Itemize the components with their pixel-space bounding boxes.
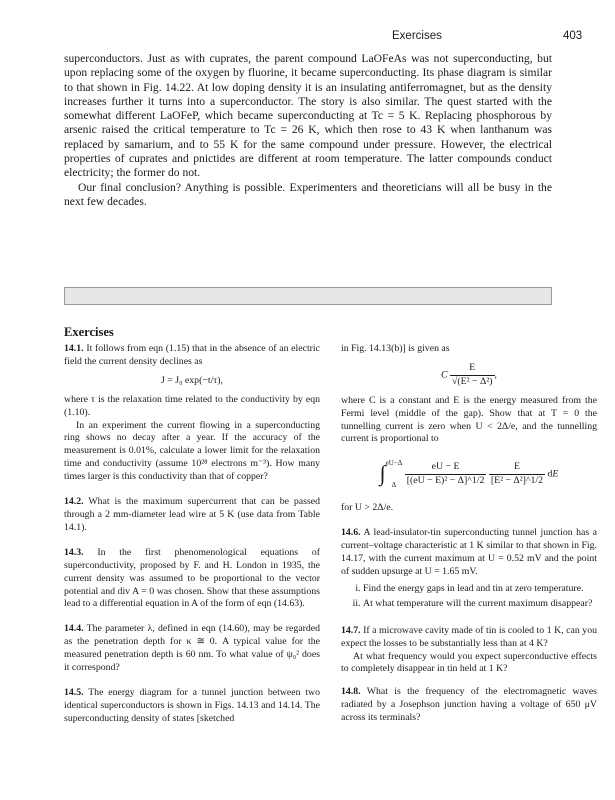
intro-text xyxy=(64,52,552,209)
exercise-14-1-b: where τ is the relaxation time related to the conductivity by eqn (1.10). xyxy=(64,393,320,418)
page-number: 403 xyxy=(563,30,583,42)
intro-paragraph-1: superconductors. Just as with cuprates, the parent compound LaOFeAs was not superconducting, but upon replacing some of the oxygen by fluorine, it became superconducting. Its phase diagram is similar to that shown in Fig. 14.22. At low doping density it is an insulating antiferromagnet, but as the density increases further it turns into a superconductor. The story is also similar. The quest started with the somewhat different LaOFeP, which became superconducting at Tc = 5 K. Replacing phosphorous by arsenic raised the critical temperature to Tc = 26 K, which then rose to 43 K when lanthanum was replaced by samarium, and to 55 K for the same compound under pressure. However, the electrical properties of cuprates and pnictides are different at room temperature. The latter compounds conduct electricity; the former do not. xyxy=(64,52,552,180)
exercise-14-6: 14.6. A lead-insulator-tin superconducting tunnel junction has a current–voltage characteristic at 1 K similar to that shown in Fig. 14.17, with the current maximum at U = 0.52 mV and the point of sudden upsurge at U = 1.65 mV. xyxy=(341,527,597,577)
exercise-14-5-b: where C is a constant and E is the energy measured from the Fermi level (middle of the gap). Show that at T = 0 the tunnelling current is zero when U < 2Δ/e, and the tunnelling current is proportional to xyxy=(341,394,597,445)
exercise-14-5-c: for U > 2Δ/e. xyxy=(341,502,394,514)
exercise-14-8: 14.8. What is the frequency of the electromagnetic waves radiated by a Josephson junction having a voltage of 650 μV across its terminals? xyxy=(341,686,597,724)
exercises-heading: Exercises xyxy=(64,325,114,339)
exercise-14-6-ii: ii. At what temperature will the current maximum disappear? xyxy=(363,598,597,611)
exercise-14-5: 14.5. The energy diagram for a tunnel junction between two identical superconductors is shown in Figs. 14.13 and 14.14. The superconducting density of states [sketched xyxy=(64,686,320,724)
section-divider-box xyxy=(64,287,552,305)
exercise-14-1: 14.1. It follows from eqn (1.15) that in the absence of an electric field the current density declines as xyxy=(64,343,321,367)
equation-current-decay: J = J₀ exp(−t/τ), xyxy=(161,374,223,386)
exercise-14-6-i: i. Find the energy gaps in lead and tin at zero temperature. xyxy=(363,583,597,596)
exercise-14-7: 14.7. If a microwave cavity made of tin is cooled to 1 K, can you expect the losses to be substantially less than at 4 K? xyxy=(341,624,597,649)
exercise-14-5-continued: in Fig. 14.13(b)] is given as xyxy=(341,343,450,354)
exercise-14-3: 14.3. In the first phenomenological equations of superconductivity, proposed by F. and H. London in 1935, the current density was assumed to be proportional to the vector potential and div A = 0 was chosen. Show that these assumptions lead to a differential equation in A of the form of eqn (14.63). xyxy=(64,546,321,610)
running-header-title: Exercises xyxy=(392,30,442,42)
intro-paragraph-2: Our final conclusion? Anything is possible. Experimenters and theoreticians will all be busy in the next few decades. xyxy=(64,180,552,208)
exercise-14-2: 14.2. What is the maximum supercurrent that can be passed through a 2 mm-diameter lead wire at 5 K (use data from Table 14.1). xyxy=(64,496,320,533)
exercise-14-7-b: At what frequency would you expect superconductive effects to completely disappear in tin held at 1 K? xyxy=(341,650,597,675)
exercise-14-1-c: In an experiment the current flowing in a superconducting ring shows no decay after a year. If the accuracy of the measurement is 0.01%, calculate a lower limit for the relaxation time and conductivity (assume 10²⁸ electrons m⁻³). How many times larger is this conductivity than that of copper? xyxy=(64,419,320,483)
equation-tunnelling-integral: ∫eU−Δ Δ $\frac{eU - E}{\text{[(eU − E)² − Δ]\textasciicircum{}1/2}}$ $\frac{E}{\text{[E² − Δ²]\textasciicircum{}1/2}}$ dE xyxy=(379,459,559,490)
equation-density-of-states: C $\frac{E}{\text{√(E² − Δ²)}}$ , xyxy=(441,361,497,387)
exercise-14-4: 14.4. The parameter λ, defined in eqn (14.60), may be regarded as the penetration depth for κ ≅ 0. A typical value for the measured penetration depth is 60 nm. To what value of ψ₀² does it correspond? xyxy=(64,623,320,674)
exercises-left-column xyxy=(64,343,320,726)
exercises-right-column xyxy=(341,343,597,725)
